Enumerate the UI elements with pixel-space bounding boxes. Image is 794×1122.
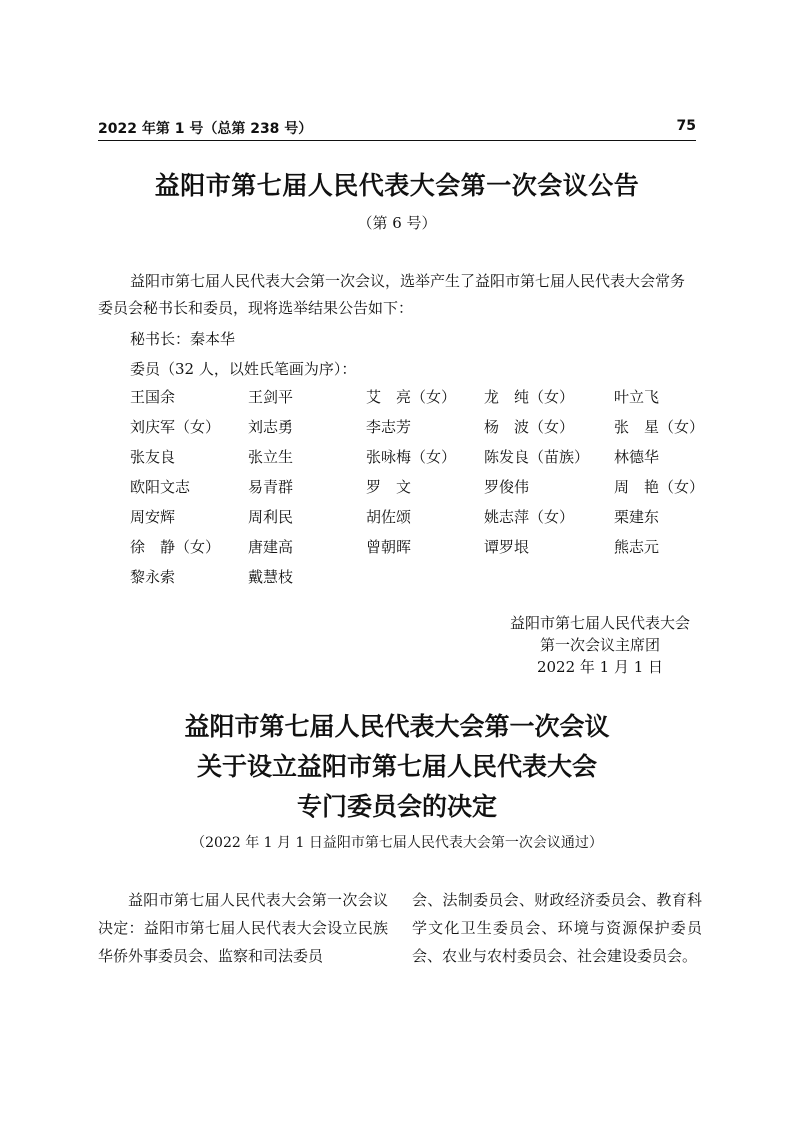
announcement-number: （第 6 号） bbox=[357, 214, 437, 232]
signature-line1: 益阳市第七届人民代表大会 bbox=[509, 614, 690, 632]
member-name: 陈发良（苗族） bbox=[484, 448, 590, 466]
decision-title bbox=[0, 707, 794, 827]
member-name: 艾 亮（女） bbox=[366, 388, 457, 406]
announcement-title: 益阳市第七届人民代表大会第一次会议公告 bbox=[154, 171, 640, 200]
member-name: 谭罗垠 bbox=[484, 538, 530, 556]
member-name: 易青群 bbox=[248, 478, 294, 496]
member-name: 熊志元 bbox=[614, 538, 660, 556]
announcement-intro: 益阳市第七届人民代表大会第一次会议，选举产生了益阳市第七届人民代表大会常务委员会秘书长和委员，现将选举结果公告如下： bbox=[98, 272, 686, 317]
member-name: 胡佐颂 bbox=[366, 508, 412, 526]
member-name: 王国余 bbox=[130, 388, 176, 406]
member-name: 林德华 bbox=[614, 448, 660, 466]
member-name: 徐 静（女） bbox=[130, 538, 221, 556]
decision-body-right: 会、法制委员会、财政经济委员会、教育科学文化卫生委员会、环境与资源保护委员会、农业与农村委员会、社会建设委员会。 bbox=[412, 891, 702, 965]
decision-title-line1: 益阳市第七届人民代表大会第一次会议 bbox=[184, 712, 610, 741]
member-name: 罗俊伟 bbox=[484, 478, 530, 496]
member-name: 李志芳 bbox=[366, 418, 412, 436]
member-name: 欧阳文志 bbox=[130, 478, 191, 496]
members-list bbox=[130, 386, 705, 596]
member-name: 张友良 bbox=[130, 448, 176, 466]
member-name: 张立生 bbox=[248, 448, 294, 466]
decision-title-line2: 关于设立益阳市第七届人民代表大会 bbox=[196, 752, 597, 781]
member-name: 刘志勇 bbox=[248, 418, 294, 436]
decision-title-line3: 专门委员会的决定 bbox=[296, 792, 497, 821]
member-name: 黎永索 bbox=[130, 568, 176, 586]
member-name: 罗 文 bbox=[366, 478, 412, 496]
member-name: 周安辉 bbox=[130, 508, 176, 526]
issue-label: 2022 年第 1 号（总第 238 号） bbox=[98, 121, 313, 137]
member-name: 张 星（女） bbox=[614, 418, 705, 436]
member-name: 姚志萍（女） bbox=[484, 508, 575, 526]
member-name: 龙 纯（女） bbox=[484, 388, 575, 406]
decision-passed-note: （2022 年 1 月 1 日益阳市第七届人民代表大会第一次会议通过） bbox=[191, 835, 603, 851]
member-name: 栗建东 bbox=[614, 508, 660, 526]
member-name: 王剑平 bbox=[248, 388, 294, 406]
secretary-line: 秘书长：秦本华 bbox=[130, 330, 236, 348]
page-header bbox=[98, 118, 696, 140]
member-name: 唐建高 bbox=[248, 538, 294, 556]
member-name: 刘庆军（女） bbox=[130, 418, 221, 436]
member-name: 叶立飞 bbox=[614, 388, 660, 406]
member-name: 曾朝晖 bbox=[366, 538, 412, 556]
decision-body-left: 益阳市第七届人民代表大会第一次会议决定：益阳市第七届人民代表大会设立民族华侨外事委员会、监察和司法委员 bbox=[98, 891, 388, 965]
member-name: 杨 波（女） bbox=[484, 418, 575, 436]
member-name: 张咏梅（女） bbox=[366, 448, 457, 466]
member-name: 周 艳（女） bbox=[614, 478, 705, 496]
signature-line2: 第一次会议主席团 bbox=[539, 636, 660, 654]
member-name: 周利民 bbox=[248, 508, 294, 526]
members-heading: 委员（32 人，以姓氏笔画为序）： bbox=[130, 360, 357, 378]
signature-date: 2022 年 1 月 1 日 bbox=[536, 658, 664, 676]
member-name: 戴慧枝 bbox=[248, 568, 294, 586]
page-number: 75 bbox=[676, 118, 696, 134]
header-rule bbox=[98, 140, 696, 141]
